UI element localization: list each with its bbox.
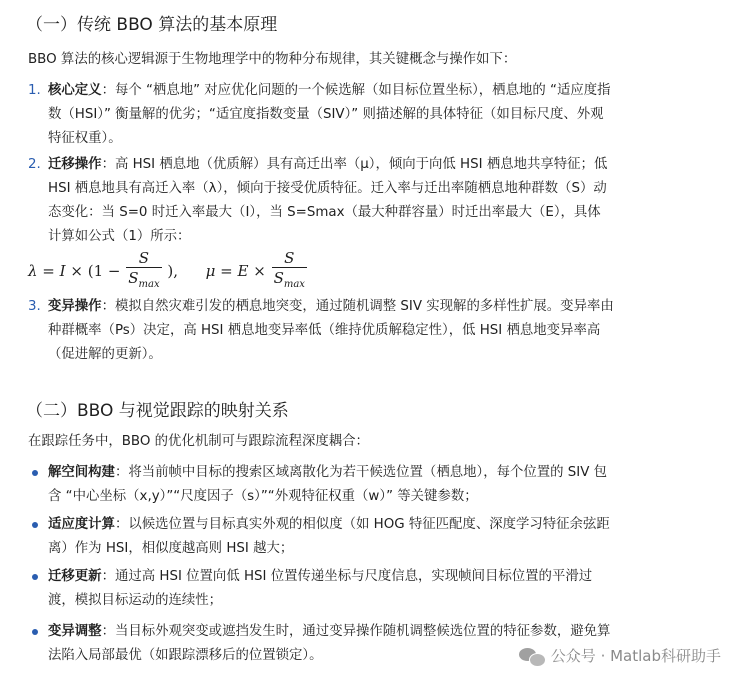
section-1-heading: （一）传统 BBO 算法的基本原理 (26, 15, 278, 35)
formula-equals: = (42, 262, 55, 280)
list-item-text: ：高 HSI 栖息地（优质解）具有高迁出率（μ），倾向于向低 HSI 栖息地共享特征；低 (101, 157, 608, 172)
section-2-heading: （二）BBO 与视觉跟踪的映射关系 (26, 401, 289, 421)
list-item-line: 离）作为 HSI，相似度越高则 HSI 越大； (48, 541, 294, 556)
formula-numerator: S (126, 249, 161, 268)
list-item-line: 种群概率（Ps）决定，高 HSI 栖息地变异率低（维持优质解稳定性），低 HSI 栖息地变异率高 (48, 323, 601, 338)
list-item-line (48, 620, 708, 644)
list-item-term: 迁移更新 (48, 569, 102, 584)
list-item (28, 295, 708, 367)
formula-lambda: λ (28, 262, 38, 280)
list-item-term: 变异调整 (48, 624, 102, 639)
watermark-text: 公众号 · Matlab科研助手 (550, 647, 721, 665)
formula-den-sub: max (138, 279, 160, 290)
formula-den-symbol: S (128, 269, 139, 287)
list-item-line: HSI 栖息地具有高迁入率（λ），倾向于接受优质特征。迁入率与迁出率随栖息地种群数（S）动 (48, 181, 607, 196)
formula-den-symbol: S (273, 269, 284, 287)
formula-equals: = (220, 262, 233, 280)
list-item-line: 数（HSI）” 衡量解的优劣；“适宜度指数变量（SIV）” 则描述解的具体特征（如目标尺度、外观 (48, 107, 604, 122)
list-item (28, 153, 708, 249)
formula-den-sub: max (283, 279, 305, 290)
list-item-line (48, 565, 708, 589)
list-item (28, 513, 708, 561)
bullet-icon (32, 629, 38, 635)
list-item-line (48, 461, 708, 485)
list-number: 2. (28, 157, 41, 172)
list-item-text: ：当目标外观突变或遮挡发生时，通过变异操作随机调整候选位置的特征参数，避免算 (101, 624, 611, 639)
list-item-line (48, 295, 708, 319)
list-item-line: 特征权重）。 (48, 131, 122, 146)
list-item (28, 565, 708, 613)
formula-denominator (126, 268, 161, 295)
section-1-intro: BBO 算法的核心逻辑源于生物地理学中的物种分布规律，其关键概念与操作如下： (28, 52, 517, 67)
formula-fraction (126, 249, 161, 295)
section-2-intro: 在跟踪任务中，BBO 的优化机制可与跟踪流程深度耦合： (28, 434, 369, 449)
formula-times: × (70, 262, 83, 280)
list-number: 3. (28, 299, 41, 314)
list-item-text: ：将当前帧中目标的搜索区域离散化为若干候选位置（栖息地），每个位置的 SIV 包 (114, 465, 608, 480)
formula-close: ), (167, 262, 179, 280)
formula-mu: μ (205, 262, 216, 280)
bullet-icon (32, 470, 38, 476)
bullet-icon (32, 522, 38, 528)
migration-rate-formula (28, 249, 308, 293)
formula-E: E (237, 262, 249, 280)
formula-fraction (272, 249, 307, 295)
list-item-line: 含 “中心坐标（x,y）”“尺度因子（s）”“外观特征权重（w）” 等关键参数； (48, 489, 478, 504)
list-item (28, 79, 708, 151)
formula-times: × (253, 262, 266, 280)
formula-denominator (272, 268, 307, 295)
list-item-term: 解空间构建 (48, 465, 115, 480)
list-item-line (48, 79, 708, 103)
list-item-text: ：每个 “栖息地” 对应优化问题的一个候选解（如目标位置坐标），栖息地的 “适应度指 (101, 83, 611, 98)
list-item-line: 法陷入局部最优（如跟踪漂移后的位置锁定）。 (48, 648, 323, 663)
list-item-term: 核心定义 (48, 83, 102, 98)
list-item (28, 461, 708, 509)
list-item-text: ：模拟自然灾难引发的栖息地突变，通过随机调整 SIV 实现解的多样性扩展。变异率由 (101, 299, 614, 314)
list-item-line: 计算如公式（1）所示： (48, 229, 191, 244)
list-number: 1. (28, 83, 41, 98)
formula-numerator: S (272, 249, 307, 268)
list-item-term: 适应度计算 (48, 517, 115, 532)
list-item-term: 变异操作 (48, 299, 102, 314)
list-item-term: 迁移操作 (48, 157, 102, 172)
list-item-line: 渡，模拟目标运动的连续性； (48, 593, 223, 608)
bullet-icon (32, 574, 38, 580)
list-item-line: （促进解的更新）。 (48, 347, 162, 362)
watermark (519, 645, 721, 666)
formula-one-minus: (1 − (87, 262, 121, 280)
list-item-line (48, 513, 708, 537)
list-item-line: 态变化：当 S=0 时迁入率最大（I），当 S=Smax（最大种群容量）时迁出率最大（E），具体 (48, 205, 601, 220)
wechat-icon (519, 646, 545, 666)
list-item-text: ：以候选位置与目标真实外观的相似度（如 HOG 特征匹配度、深度学习特征余弦距 (114, 517, 610, 532)
formula-I: I (59, 262, 66, 280)
list-item-text: ：通过高 HSI 位置向低 HSI 位置传递坐标与尺度信息，实现帧间目标位置的平滑过 (101, 569, 593, 584)
list-item-line (48, 153, 708, 177)
